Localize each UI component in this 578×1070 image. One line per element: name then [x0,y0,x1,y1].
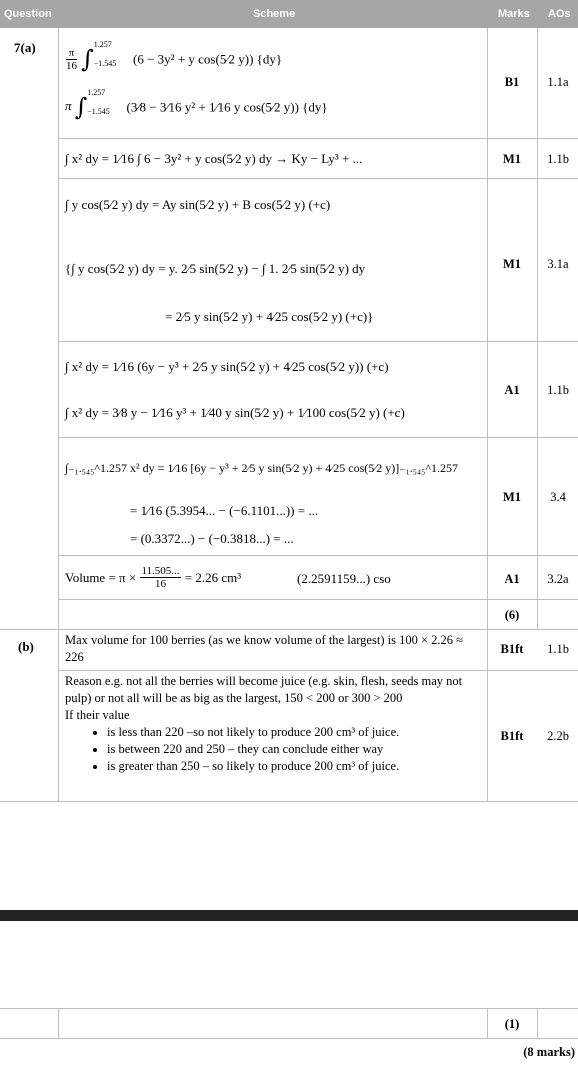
scheme-line-antiderivative-1: ∫ x² dy = 1⁄16 (6y − y³ + 2⁄5 y sin(5⁄2 y) + 4⁄25 cos(5⁄2 y)) (+c) [65,359,389,374]
col-divider-2 [487,28,488,802]
row-divider [58,555,578,556]
ao-value: 1.1b [547,152,569,166]
list-item: • is between 220 and 250 – they can conclude either way [107,741,483,758]
question-label-7a: 7(a) [14,40,36,55]
mark-b1ft: B1ft [500,729,524,743]
col-divider-3 [537,28,538,630]
table-header [0,0,578,28]
scheme-line-parts-1: {∫ y cos(5⁄2 y) dy = y. 2⁄5 sin(5⁄2 y) − ∫ 1. 2⁄5 sin(5⁄2 y) dy [65,261,366,276]
col-divider-1 [58,1008,59,1038]
scheme-line-evaluate-2: = 1⁄16 (5.3954... − (−6.1101...)) = ... [130,503,319,518]
scheme-line-evaluate: ∫₋₁.₅₄₅^1.257 x² dy = 1⁄16 [6y − y³ + 2⁄5 y sin(5⁄2 y) + 4⁄25 cos(5⁄2 y)]₋₁.₅₄₅^1.257 [65,461,458,475]
scheme-line-integral-3: ∫ x² dy = 1⁄16 ∫ 6 − 3y² + y cos(5⁄2 y) dy → Ky − Ly³ + ... [65,151,363,166]
conclusion-list [65,724,483,775]
question-label-7b: (b) [18,639,34,654]
ao-value: 3.2a [547,572,569,586]
scheme-line-volume: Volume = π × $\frac{11.505...}{16}$ = 2.26 cm³ [65,565,242,590]
scheme-line-evaluate-3: = (0.3372...) − (−0.3818...) = ... [130,531,294,546]
mark-b1: B1 [504,75,520,89]
mark-m1: M1 [502,490,522,504]
row-divider [0,629,578,630]
mark-a1: A1 [504,572,520,586]
scheme-cso-note: (2.2591159...) cso [297,571,391,586]
if-value-text: If their value [65,708,130,722]
header-aos: AOs [548,8,571,20]
ao-value: 2.2b [547,729,569,743]
header-scheme: Scheme [253,8,296,20]
ao-value: 3.4 [550,490,566,504]
reason-text: Reason e.g. not all the berries will become juice (e.g. skin, flesh, seeds may not pulp) or not all will be as big as the largest, 150 < 200 or 300 > 200 [65,674,463,705]
scheme-line-antiderivative-2: ∫ x² dy = 3⁄8 y − 1⁄16 y³ + 1⁄40 y sin(5⁄2 y) + 1⁄100 cos(5⁄2 y) (+c) [65,405,405,420]
page-break-bar [0,910,578,921]
list-item: • is less than 220 –so not likely to produce 200 cm³ of juice. [107,724,483,741]
row-divider [0,1038,578,1039]
row-divider [0,1008,578,1009]
total-marks: (8 marks) [523,1045,575,1059]
scheme-line-integral-1: $\frac{\pi}{16}$ ∫ 1.257 −1.545 (6 − 3y² + y cos(5⁄2 y)) {dy} [66,40,283,73]
row-divider [58,437,578,438]
row-divider [58,599,578,600]
subtotal-marks: (1) [504,1017,520,1031]
header-marks: Marks [498,8,530,20]
row-divider [58,341,578,342]
scheme-text-max-volume: Max volume for 100 berries (as we know volume of the largest) is 100 × 2.26 ≈ 226 [65,633,463,664]
list-item: • is greater than 250 – so likely to produce 200 cm³ of juice. [107,758,483,775]
mark-m1: M1 [502,152,522,166]
scheme-line-parts-2: = 2⁄5 y sin(5⁄2 y) + 4⁄25 cos(5⁄2 y) (+c)} [165,309,374,324]
ao-value: 1.1a [547,75,569,89]
mark-a1: A1 [504,383,520,397]
ao-value: 1.1b [547,383,569,397]
ao-value: 1.1b [547,642,569,656]
mark-m1: M1 [502,257,522,271]
col-divider-1 [58,28,59,802]
row-divider [58,670,578,671]
scheme-line-parts-form: ∫ y cos(5⁄2 y) dy = Ay sin(5⁄2 y) + B cos(5⁄2 y) (+c) [65,197,331,212]
col-divider-3 [537,1008,538,1038]
scheme-line-integral-2: π ∫ 1.257 −1.545 (3⁄8 − 3⁄16 y² + 1⁄16 y cos(5⁄2 y)) {dy} [65,88,328,121]
header-question: Question [4,8,52,20]
mark-b1ft: B1ft [500,642,524,656]
ao-value: 3.1a [547,257,569,271]
row-divider [58,178,578,179]
scheme-text-reason [65,673,483,775]
subtotal-marks: (6) [504,608,520,622]
row-divider [0,801,578,802]
row-divider [58,138,578,139]
